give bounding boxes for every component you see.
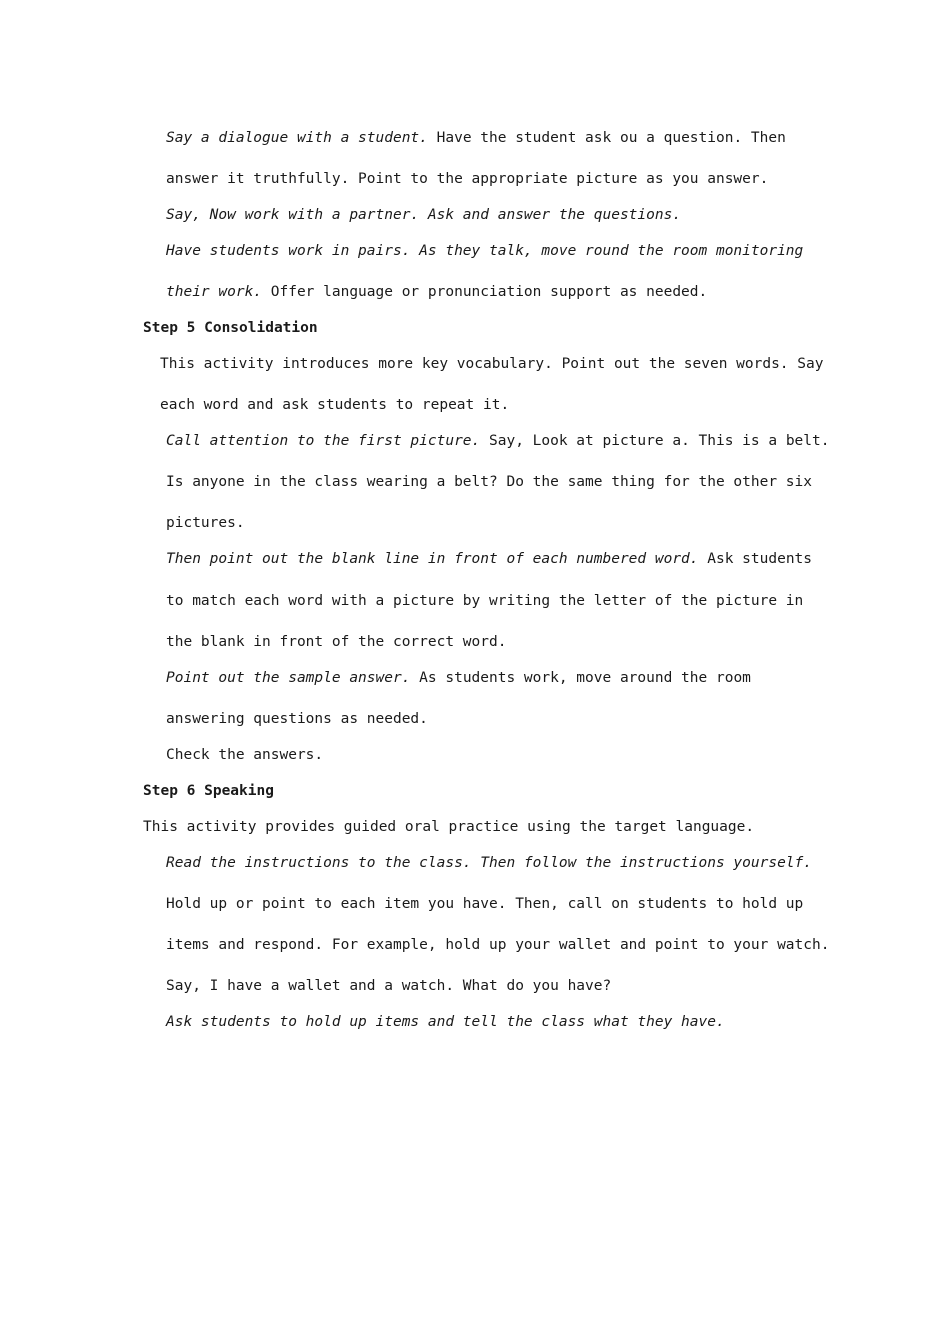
paragraph-line: Call attention to the first picture. Say, Look at picture a. This is a belt. <box>166 433 830 449</box>
paragraph-line: the blank in front of the correct word. <box>166 634 507 650</box>
step5-heading: Step 5 Consolidation <box>143 320 318 336</box>
paragraph-line: to match each word with a picture by writing the letter of the picture in <box>166 593 804 609</box>
paragraph-line: Is anyone in the class wearing a belt? Do the same thing for the other six <box>166 474 813 490</box>
paragraph-line: Say, Now work with a partner. Ask and answer the questions. <box>166 207 682 223</box>
paragraph-line: Say a dialogue with a student. Have the student ask ou a question. Then <box>166 130 786 146</box>
paragraph-line: answer it truthfully. Point to the appropriate picture as you answer. <box>166 171 769 187</box>
paragraph-line: This activity provides guided oral practice using the target language. <box>143 819 755 835</box>
paragraph-line: each word and ask students to repeat it. <box>160 397 510 413</box>
paragraph-line: items and respond. For example, hold up your wallet and point to your watch. <box>166 937 830 953</box>
paragraph-line: Point out the sample answer. As students work, move around the room <box>166 670 751 686</box>
paragraph-line: Say, I have a wallet and a watch. What do you have? <box>166 978 612 994</box>
paragraph-line: answering questions as needed. <box>166 711 428 727</box>
paragraph-line: Check the answers. <box>166 747 324 763</box>
paragraph-line: This activity introduces more key vocabulary. Point out the seven words. Say <box>160 356 824 372</box>
paragraph-line: their work. Offer language or pronunciation support as needed. <box>166 284 708 300</box>
paragraph-line: Ask students to hold up items and tell the class what they have. <box>166 1014 725 1030</box>
step6-heading: Step 6 Speaking <box>143 783 274 799</box>
paragraph-line: Hold up or point to each item you have. Then, call on students to hold up <box>166 896 804 912</box>
paragraph-line: pictures. <box>166 515 245 531</box>
paragraph-line: Read the instructions to the class. Then follow the instructions yourself. <box>166 855 813 871</box>
paragraph-line: Then point out the blank line in front of each numbered word. Ask students <box>166 551 813 567</box>
paragraph-line: Have students work in pairs. As they talk, move round the room monitoring <box>166 243 804 259</box>
